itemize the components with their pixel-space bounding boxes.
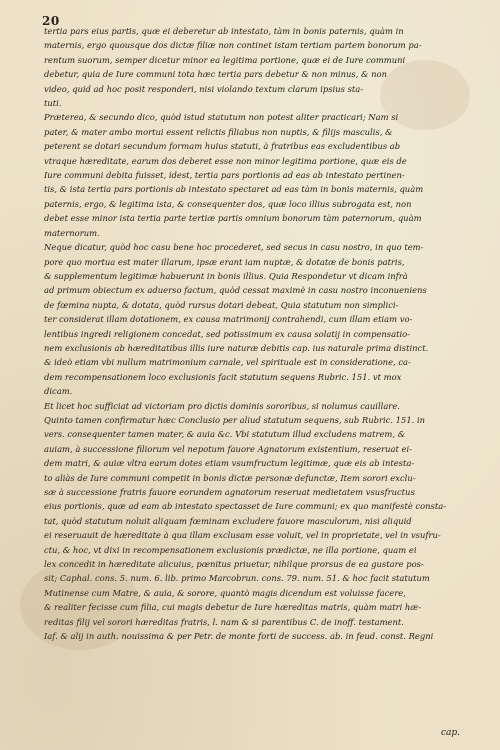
catchword: cap.: [440, 728, 460, 738]
text-line: de fœmina nupta, & dotata, quòd rursus dotari debeat, Quia statutum non simplici-: [44, 299, 399, 310]
text-line: ad primum obiectum ex aduerso factum, quòd cessat maximè in casu nostro inconueniens: [44, 285, 427, 296]
text-line: nem exclusionis ab hæreditatibus illis iure naturæ debitis cap. ius naturale prima distinct.: [44, 342, 429, 353]
text-line: pater, & mater ambo mortui essent relictis filiabus non nuptis, & filijs masculis, &: [44, 126, 393, 137]
text-line: Præterea, & secundo dico, quòd istud statutum non potest aliter practicari; Nam si: [44, 112, 399, 123]
text-line: sit; Caphal. cons. 5. num. 6. lib. primo Marcobrun. cons. 79. num. 51. & hoc facit statutum: [44, 573, 430, 584]
text-line: dem matri, & auiæ vltra earum dotes etiam vsumfructum legitimæ, quæ eis ab intesta-: [44, 458, 415, 469]
text-line: reditas filij vel sorori hæreditas fratris, l. nam & si parentibus C. de inoff. testament.: [44, 616, 404, 627]
text-line: ter considerat illam dotationem, ex causa matrimonij contrahendi, cum illam etiam vo-: [44, 314, 413, 325]
page-number: 20: [42, 14, 60, 28]
text-line: auiam, à successione filiorum vel nepotum fauore Agnatorum existentium, reseruat ei-: [44, 443, 412, 454]
text-line: & ideò etiam vbi nullum matrimonium carnale, vel spirituale est in consideratione, ca-: [44, 357, 411, 368]
text-line: rentum suorum, semper dicetur minor ea legitima portione, quæ ei de Iure communi: [44, 54, 406, 65]
text-line: tertia pars eius partis, quæ ei deberetur ab intestato, tàm in bonis paternis, quàm in: [44, 26, 404, 36]
text-line: dicam.: [44, 386, 73, 397]
text-line: dem recompensationem loco exclusionis facit statutum sequens Rubric. 151. vt mox: [44, 371, 402, 382]
text-line: peterent se dotari secundum formam huius statuti, à fratribus eas excludentibus ab: [44, 141, 401, 152]
text-line: & realiter fecisse cum filia, cui magis debetur de Iure hæreditas matris, quàm matri hæ-: [44, 602, 422, 613]
paragraph-5: [44, 413, 464, 644]
text-line: vers. consequenter tamen mater, & auia &c. Vbi statutum illud excludens matrem, &: [44, 429, 406, 440]
text-line: video, quid ad hoc posit responderi, nisi violando textum clarum ipsius sta-: [44, 83, 364, 94]
text-line: lex concedit in hæreditate alicuius, pœnitus priuetur, nihilque prorsus de ea gustare pos-: [44, 559, 424, 570]
paragraph-3: [44, 240, 464, 398]
text-line: eius portionis, quæ ad eam ab intestato spectasset de Iure communi; ex quo manifestè consta-: [44, 501, 447, 512]
text-line: debet esse minor ista tertia parte tertiæ partis omnium bonorum tàm paternorum, quàm: [44, 213, 422, 224]
text-line: maternorum.: [44, 227, 100, 238]
text-line: vtraque hæreditate, earum dos deberet esse non minor legitima portione, quæ eis de: [44, 155, 407, 166]
page-body: [44, 22, 464, 643]
text-line: sæ à successione fratris fauore eorundem agnatorum reseruat medietatem vsusfructus: [44, 487, 415, 497]
text-line: tat, quòd statutum noluit aliquam fœminam excludere fauore masculorum, nisi aliquid: [44, 515, 412, 526]
text-line: lentibus ingredi religionem concedat, sed potissimum ex causa solatij in compensatio-: [44, 328, 411, 339]
text-line: tis, & ista tertia pars portionis ab intestato spectaret ad eas tàm in bonis maternis, quàm: [44, 184, 424, 195]
text-line: ei reseruauit de hæreditate à qua illam exclusam esse voluit, vel in proprietate, vel in vsufru-: [44, 530, 441, 541]
text-line: debetur, quia de Iure communi tota hæc tertia pars debetur & non minus, & non: [44, 69, 387, 80]
text-line: Iure communi debita fuisset, idest, tertia pars portionis ad eas ab intestato pertinen-: [44, 170, 405, 181]
paragraph-1: [44, 24, 464, 110]
paragraph-2: [44, 110, 464, 240]
paragraph-4: [44, 399, 464, 413]
text-line: Mutinense cum Matre, & auia, & sorore, quantò magis dicendum est voluisse facere,: [44, 587, 406, 598]
text-line: tuti.: [44, 98, 62, 109]
text-line: ctu, & hoc, vt dixi in recompensationem exclusionis prædictæ, ne illa portione, quam ei: [44, 544, 417, 555]
text-line: paternis, ergo, & legitima ista, & consequenter dos, quæ loco illius subrogata est, non: [44, 198, 412, 209]
text-line: Et licet hoc sufficiat ad victoriam pro dictis dominis sororibus, si nolumus cauillare.: [44, 400, 400, 411]
text-line: Iaf. & alij in auth. nouissima & per Petr. de monte forti de success. ab. in feud. const. Regni: [44, 631, 434, 642]
text-line: maternis, ergo quousque dos dictæ filiæ non continet istam tertiam partem bonorum pa-: [44, 40, 422, 51]
text-line: & supplementum legitimæ habuerunt in bonis illius. Quia Respondetur vt dicam infrà: [44, 270, 408, 281]
text-line: to aliàs de Iure communi competit in bonis dictæ personæ defunctæ, Item sorori exclu-: [44, 472, 416, 483]
text-line: Neque dicatur, quòd hoc casu bene hoc procederet, sed secus in casu nostro, in quo tem-: [44, 242, 424, 253]
text-line: pore quo mortua est mater illarum, ipsæ erant iam nuptæ, & dotatæ de bonis patris,: [44, 256, 405, 267]
text-line: Quinto tamen confirmatur hæc Conclusio per aliud statutum sequens, sub Rubric. 151. in: [44, 414, 426, 425]
